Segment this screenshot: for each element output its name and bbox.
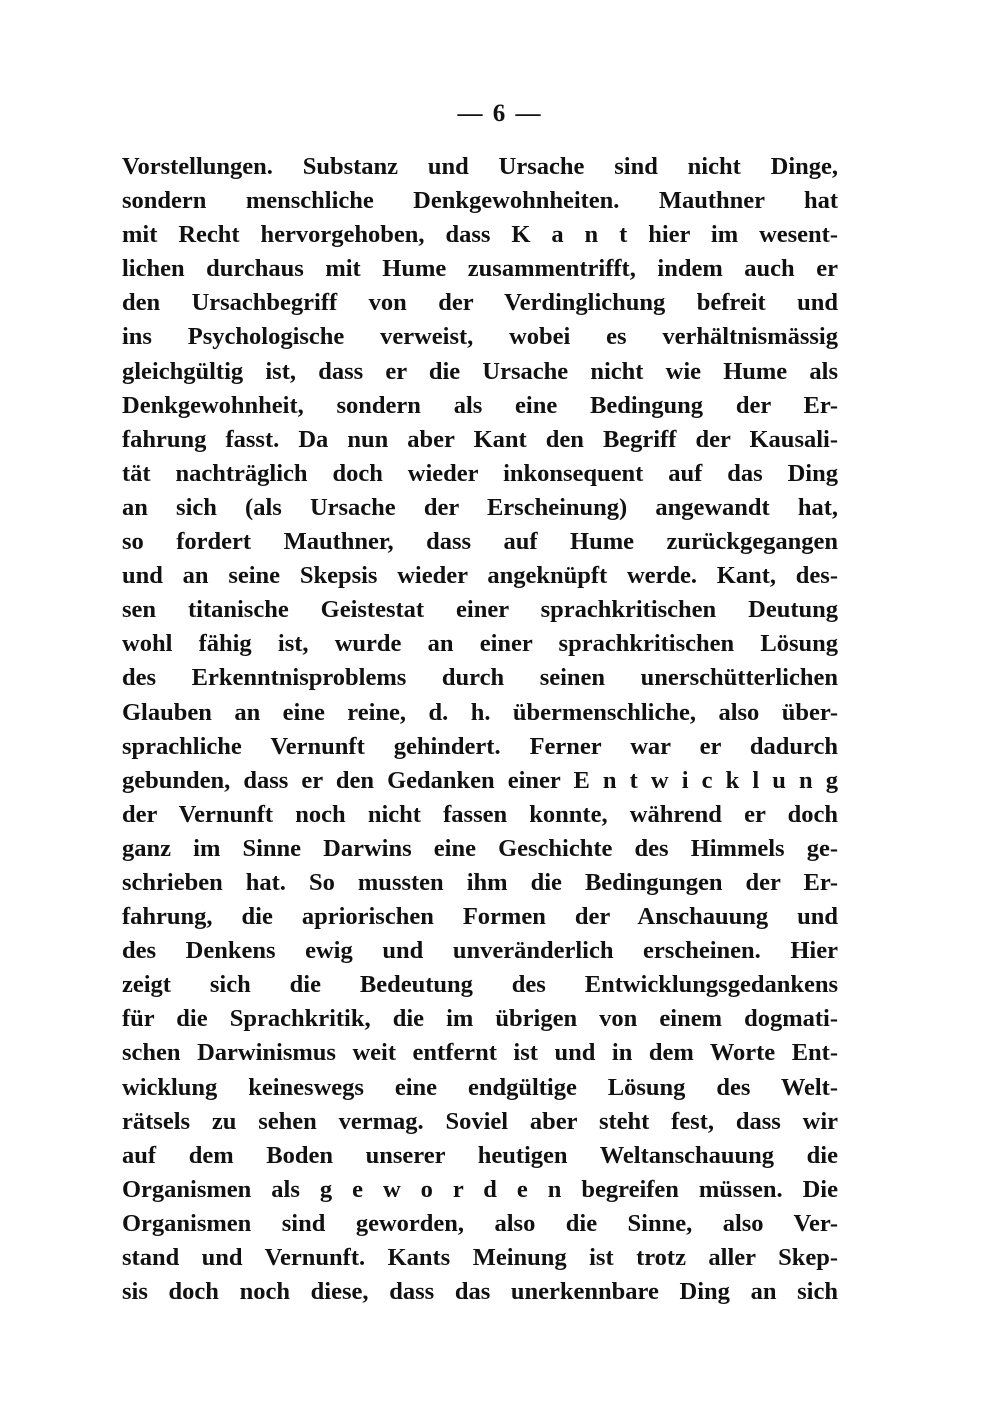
text-line: gleichgültig ist, dass er die Ursache nicht wie Hume als [122, 357, 838, 385]
text-line: schen Darwinismus weit entfernt ist und in dem Worte Ent- [122, 1039, 838, 1067]
text-line: des Erkenntnisproblems durch seinen unerschütterlichen [122, 664, 838, 692]
text-line: sen titanische Geistestat einer sprachkritischen Deutung [122, 596, 838, 624]
text-line: schrieben hat. So mussten ihm die Bedingungen der Er- [122, 868, 838, 896]
text-line: sis doch noch diese, dass das unerkennbare Ding an sich [122, 1278, 838, 1306]
text-line: wohl fähig ist, wurde an einer sprachkritischen Lösung [122, 630, 838, 658]
text-line: und an seine Skepsis wieder angeknüpft werde. Kant, des- [122, 562, 838, 590]
text-line: Glauben an eine reine, d. h. übermenschliche, also über- [122, 698, 838, 726]
text-line: sprachliche Vernunft gehindert. Ferner war er dadurch [122, 732, 838, 760]
text-line: des Denkens ewig und unveränderlich erscheinen. Hier [122, 937, 838, 965]
text-line: sondern menschliche Denkgewohnheiten. Mauthner hat [122, 187, 838, 215]
text-line: der Vernunft noch nicht fassen konnte, während er doch [122, 800, 838, 828]
text-line: rätsels zu sehen vermag. Soviel aber steht fest, dass wir [122, 1107, 838, 1135]
text-line: stand und Vernunft. Kants Meinung ist trotz aller Skep- [122, 1244, 838, 1271]
text-line: wicklung keineswegs eine endgültige Lösung des Welt- [122, 1073, 838, 1101]
text-line: auf dem Boden unserer heutigen Weltanschauung die [122, 1141, 838, 1169]
text-line: fahrung, die apriorischen Formen der Anschauung und [122, 903, 838, 931]
text-line: tät nachträglich doch wieder inkonsequent auf das Ding [122, 459, 838, 487]
text-line: so fordert Mauthner, dass auf Hume zurückgegangen [122, 528, 838, 556]
text-line: den Ursachbegriff von der Verdinglichung befreit und [122, 289, 838, 317]
text-line: Organismen als g e w o r d e n begreifen müssen. Die [122, 1175, 838, 1203]
page-number: — 6 — [457, 100, 543, 127]
text-line: zeigt sich die Bedeutung des Entwicklungsgedankens [122, 971, 838, 999]
text-line: fahrung fasst. Da nun aber Kant den Begriff der Kausali- [122, 425, 838, 453]
text-line: an sich (als Ursache der Erscheinung) angewandt hat, [122, 493, 838, 521]
text-line: ganz im Sinne Darwins eine Geschichte des Himmels ge- [122, 834, 838, 862]
text-line: für die Sprachkritik, die im übrigen von einem dogmati- [122, 1005, 838, 1033]
text-line: lichen durchaus mit Hume zusammentrifft, indem auch er [122, 255, 838, 283]
text-line: Denkgewohnheit, sondern als eine Bedingung der Er- [122, 391, 838, 419]
text-line: Vorstellungen. Substanz und Ursache sind nicht Dinge, [122, 153, 838, 180]
text-line: Organismen sind geworden, also die Sinne, also Ver- [122, 1209, 838, 1237]
text-line: gebunden, dass er den Gedanken einer E n t w i c k l u n g [122, 766, 838, 794]
text-line: ins Psychologische verweist, wobei es verhältnismässig [122, 323, 838, 351]
body-text [122, 150, 838, 1309]
text-line: mit Recht hervorgehoben, dass K a n t hier im wesent- [122, 221, 838, 249]
